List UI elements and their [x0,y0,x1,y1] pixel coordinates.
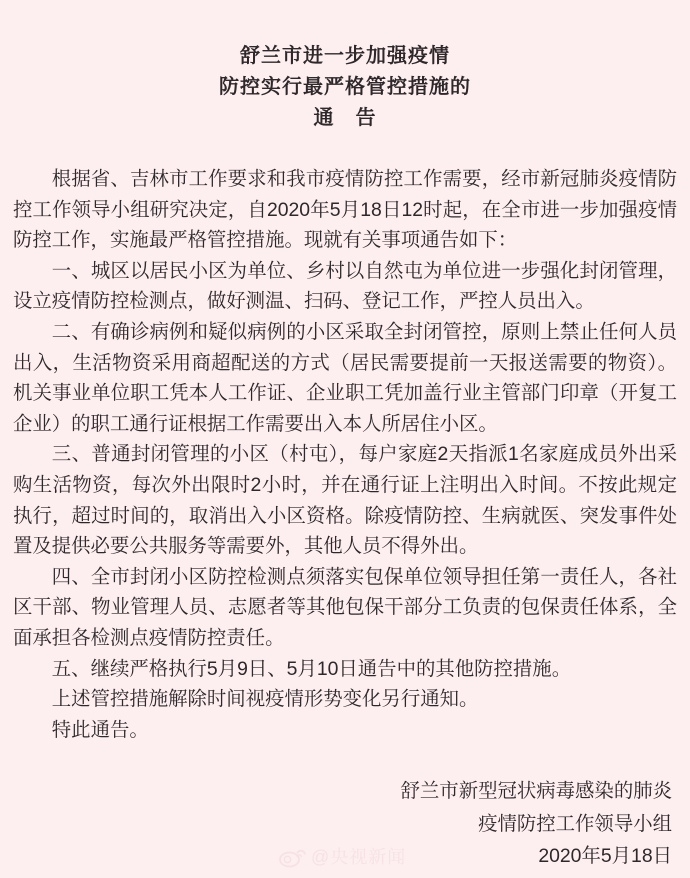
title-line-3: 通 告 [313,107,377,129]
title-line-2: 防控实行最严格管控措施的 [219,76,471,98]
weibo-icon [278,845,306,868]
paragraph-item-3: 三、普通封闭管理的小区（村屯），每户家庭2天指派1名家庭成员外出采购生活物资，每次外出限时2小时，并在通行证上注明出入时间。不按此规定执行，超过时间的，取消出入小区资格。除疫情防控、生病就医、突发事件处置及提供必要公共服务等需要外，其他人员不得外出。 [13,443,677,558]
title-line-1: 舒兰市进一步加强疫情 [240,45,450,67]
watermark [278,843,406,869]
signature-org-line-2: 疫情防控工作领导小组 [478,812,672,835]
paragraph-item-1: 一、城区以居民小区为单位、乡村以自然屯为单位进一步强化封闭管理，设立疫情防控检测点，做好测温、扫码、登记工作，严控人员出入。 [13,259,677,313]
paragraph-item-2: 二、有确诊病例和疑似病例的小区采取全封闭管控，原则上禁止任何人员出入，生活物资采用商超配送的方式（居民需要提前一天报送需要的物资）。机关事业单位职工凭本人工作证、企业职工凭加盖行业主管部门印章（开复工企业）的职工通行证根据工作需要出入本人所居住小区。 [13,320,677,435]
notice-title [0,0,690,134]
notice-body [0,164,690,745]
paragraph-intro: 根据省、吉林市工作要求和我市疫情防控工作需要，经市新冠肺炎疫情防控工作领导小组研究决定，自2020年5月18日12时起，在全市进一步加强疫情防控工作，实施最严格管控措施。现就有关事项通告如下： [13,168,677,252]
paragraph-item-4: 四、全市封闭小区防控检测点须落实包保单位领导担任第一责任人，各社区干部、物业管理人员、志愿者等其他包保干部分工负责的包保责任体系，全面承担各检测点疫情防控责任。 [13,565,677,649]
paragraph-release-note: 上述管控措施解除时间视疫情形势变化另行通知。 [51,688,479,711]
paragraph-item-5: 五、继续严格执行5月9日、5月10日通告中的其他防控措施。 [51,657,572,680]
watermark-text: @央视新闻 [311,847,407,867]
signature-date: 2020年5月18日 [538,845,672,868]
paragraph-closing: 特此通告。 [51,718,149,741]
signature-org-line-1: 舒兰市新型冠状病毒感染的肺炎 [400,780,672,803]
